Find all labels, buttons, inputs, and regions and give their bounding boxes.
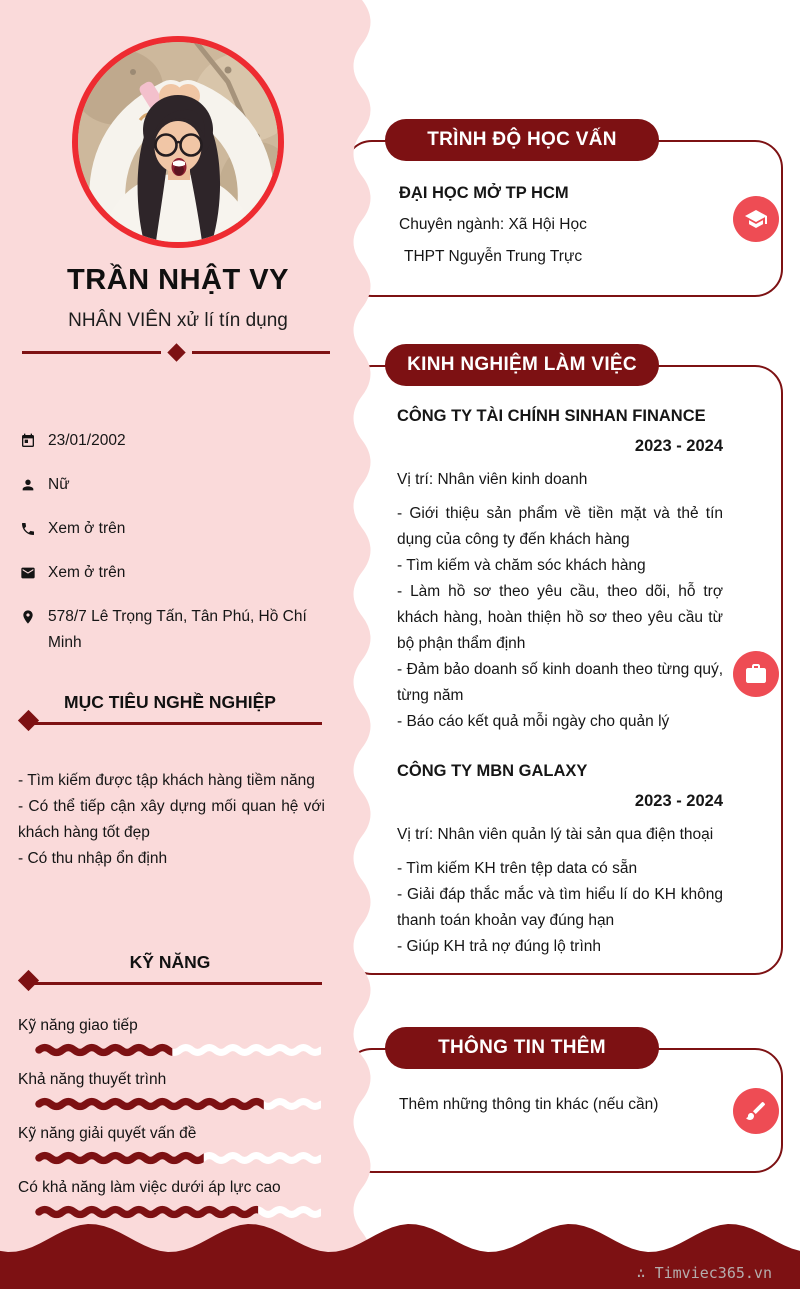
section-banner-education: TRÌNH ĐỘ HỌC VẤN	[385, 119, 659, 161]
job-period: 2023 - 2024	[634, 792, 723, 810]
candidate-name: TRẦN NHẬT VY	[67, 264, 289, 296]
highschool-line: THPT Nguyễn Trung Trực	[404, 248, 583, 265]
location-icon	[20, 608, 38, 656]
skills-heading: KỸ NĂNG	[129, 952, 211, 972]
title-divider	[22, 344, 330, 361]
education-card	[344, 129, 783, 297]
experience-card	[344, 354, 783, 975]
job-position: Vị trí: Nhân viên quản lý tài sản qua điện thoại	[397, 826, 714, 843]
skills-list	[18, 1014, 338, 1230]
phone-icon	[20, 520, 38, 546]
contact-text: Xem ở trên	[48, 520, 126, 537]
heading-underline	[25, 722, 322, 725]
objective-section-header	[0, 692, 376, 725]
contact-text: Nữ	[48, 476, 70, 493]
diamond-icon	[18, 710, 39, 731]
job-position: Vị trí: Nhân viên kinh doanh	[397, 471, 588, 488]
objective-list	[18, 768, 325, 872]
heading-underline	[25, 982, 322, 985]
email-icon	[20, 564, 38, 590]
candidate-title: NHÂN VIÊN xử lí tín dụng	[68, 310, 288, 331]
skill-bar	[35, 1096, 321, 1112]
briefcase-icon	[733, 651, 779, 697]
section-banner-experience: KINH NGHIỆM LÀM VIỆC	[385, 344, 659, 386]
duty-line: - Giải đáp thắc mắc và tìm hiểu lí do KH không thanh toán khoản vay đúng hạn	[397, 886, 723, 929]
skill-bar	[35, 1150, 321, 1166]
job-period: 2023 - 2024	[634, 437, 723, 455]
duty-line: - Báo cáo kết quả mỗi ngày cho quản lý	[397, 713, 670, 730]
job-entry	[397, 407, 723, 735]
skill-bar	[35, 1042, 321, 1058]
additional-info-text: Thêm những thông tin khác (nếu cần)	[399, 1096, 659, 1113]
job-entry	[397, 762, 723, 960]
skill-row	[18, 1014, 338, 1058]
duty-line: - Giới thiệu sản phẩm về tiền mặt và thẻ tín dụng của công ty đến khách hàng	[397, 505, 723, 548]
skill-label: Khả năng thuyết trình	[18, 1071, 167, 1088]
sidebar	[0, 0, 376, 1289]
contact-text: 578/7 Lê Trọng Tấn, Tân Phú, Hồ Chí Minh	[48, 608, 307, 651]
profile-photo	[72, 36, 284, 248]
duty-line: - Giúp KH trả nợ đúng lộ trình	[397, 938, 602, 955]
major-line: Chuyên ngành: Xã Hội Học	[399, 216, 587, 233]
skill-row	[18, 1068, 338, 1112]
divider-line	[22, 351, 161, 354]
graduation-cap-icon	[733, 196, 779, 242]
pen-icon	[733, 1088, 779, 1134]
skills-section-header	[0, 952, 376, 985]
contact-item	[20, 516, 330, 546]
calendar-icon	[20, 432, 38, 458]
company-name: CÔNG TY MBN GALAXY	[397, 762, 588, 780]
skill-row	[18, 1122, 338, 1166]
portrait-illustration	[78, 42, 278, 242]
school-name: ĐẠI HỌC MỞ TP HCM	[399, 184, 569, 202]
contact-list	[20, 428, 330, 670]
section-banner-additional: THÔNG TIN THÊM	[385, 1027, 659, 1069]
divider-line	[192, 351, 331, 354]
company-name: CÔNG TY TÀI CHÍNH SINHAN FINANCE	[397, 407, 706, 425]
person-icon	[20, 476, 38, 502]
jobs-list	[397, 407, 723, 960]
contact-item	[20, 560, 330, 590]
contact-text: 23/01/2002	[48, 432, 126, 449]
contact-text: Xem ở trên	[48, 564, 126, 581]
contact-item	[20, 604, 330, 656]
skill-label: Kỹ năng giao tiếp	[18, 1017, 138, 1034]
duty-line: - Tìm kiếm KH trên tệp data có sẵn	[397, 860, 638, 877]
contact-item	[20, 428, 330, 458]
objective-line: - Tìm kiếm được tập khách hàng tiềm năng	[18, 772, 315, 789]
duty-line: - Đảm bảo doanh số kinh doanh theo từng quý, từng năm	[397, 661, 723, 704]
objective-line: - Có thể tiếp cận xây dựng mối quan hệ với khách hàng tốt đẹp	[18, 798, 325, 841]
objective-line: - Có thu nhập ổn định	[18, 850, 168, 867]
additional-info-card	[344, 1037, 783, 1173]
contact-item	[20, 472, 330, 502]
objective-heading: MỤC TIÊU NGHỀ NGHIỆP	[64, 692, 276, 712]
diamond-icon	[167, 343, 185, 361]
duty-line: - Tìm kiếm và chăm sóc khách hàng	[397, 557, 646, 574]
duty-line: - Làm hồ sơ theo yêu cầu, theo dõi, hỗ trợ khách hàng, hoàn thiện hồ sơ theo yêu cầu từ bộ phận thẩm định	[397, 583, 723, 652]
skill-label: Có khả năng làm việc dưới áp lực cao	[18, 1179, 281, 1196]
diamond-icon	[18, 970, 39, 991]
skill-label: Kỹ năng giải quyết vấn đề	[18, 1125, 197, 1142]
brand-watermark: ∴ Timviec365.vn	[636, 1264, 772, 1282]
